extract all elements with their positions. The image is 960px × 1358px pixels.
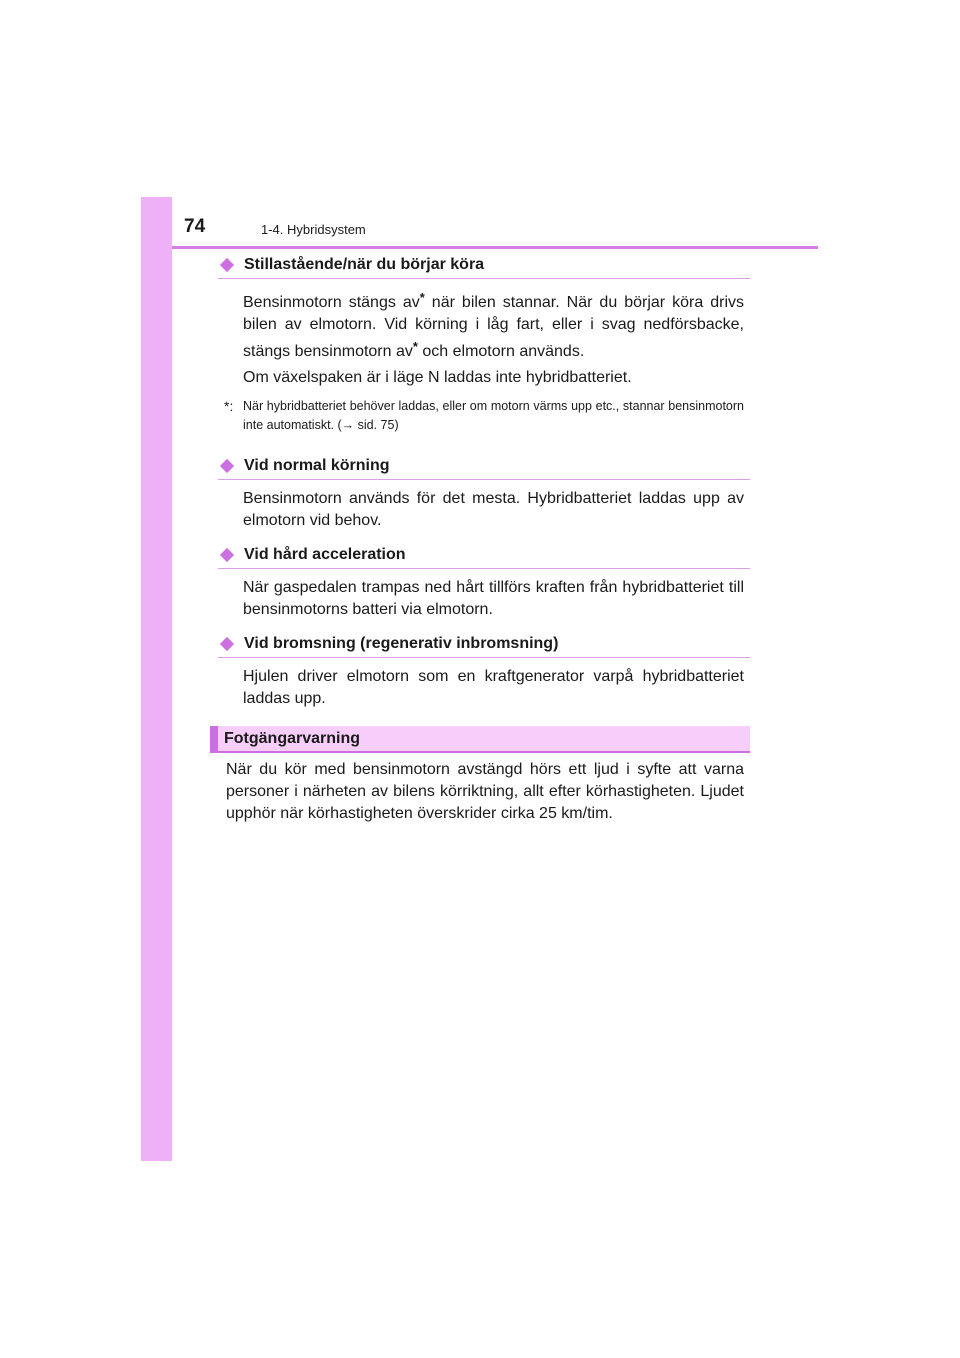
section-standstill <box>218 252 750 435</box>
section-title: Vid hård acceleration <box>244 546 406 563</box>
footnote <box>224 397 744 435</box>
paragraph: Om växelspaken är i läge N laddas inte hybridbatteriet. <box>243 369 632 386</box>
section-title: Vid normal körning <box>244 457 390 474</box>
chapter-title: 1-4. Hybridsystem <box>261 222 366 237</box>
footnote-mark: *: <box>224 398 234 414</box>
section-title: Stillastående/när du börjar köra <box>244 256 485 273</box>
paragraph: Hjulen driver elmotorn som en kraftgenerator varpå hybridbatteriet laddas upp. <box>243 668 744 707</box>
page-header <box>172 210 818 249</box>
diamond-bullet-icon <box>220 258 234 272</box>
page-number: 74 <box>184 216 206 237</box>
section-normal-driving <box>218 453 750 532</box>
diamond-bullet-icon <box>220 637 234 651</box>
asterisk-marker: * <box>412 339 418 354</box>
section-title: Vid bromsning (regenerativ inbromsning) <box>244 635 559 652</box>
section-hard-acceleration <box>218 542 750 621</box>
text-run: och elmotorn används. <box>417 343 585 360</box>
asterisk-marker: * <box>419 290 425 305</box>
section-regenerative-braking <box>218 631 750 710</box>
side-tab <box>141 197 172 1161</box>
text-run: när bilen stannar. När du börjar köra drivs bilen av elmotorn. Vid körning i låg fart, eller i svag nedförsbacke, stängs bensinmotorn av <box>243 294 744 360</box>
section-heading <box>218 453 750 480</box>
diamond-bullet-icon <box>220 548 234 562</box>
warning-box-text: När du kör med bensinmotorn avstängd hörs ett ljud i syfte att varna personer i närheten av bilens körriktning, allt efter körhastigheten. Ljudet upphör när körhastigheten överskrider cirka 25 km/tim. <box>226 761 744 822</box>
paragraph: När gaspedalen trampas ned hårt tillförs kraften från hybridbatteriet till bensinmotorns batteri via elmotorn. <box>243 579 744 618</box>
diamond-bullet-icon <box>220 459 234 473</box>
section-heading <box>218 631 750 658</box>
footnote-text: När hybridbatteriet behöver laddas, eller om motorn värms upp etc., stannar bensinmotorn inte automatiskt. (→ sid. 75) <box>243 399 744 432</box>
page-content <box>218 250 750 825</box>
warning-box-title: Fotgängarvarning <box>224 729 361 747</box>
section-heading <box>218 542 750 569</box>
warning-box-heading <box>210 726 750 753</box>
paragraph <box>243 287 744 363</box>
text-run: Bensinmotorn stängs av <box>243 294 420 311</box>
section-heading <box>218 252 750 279</box>
paragraph: Bensinmotorn används för det mesta. Hybridbatteriet laddas upp av elmotorn vid behov. <box>243 490 744 529</box>
